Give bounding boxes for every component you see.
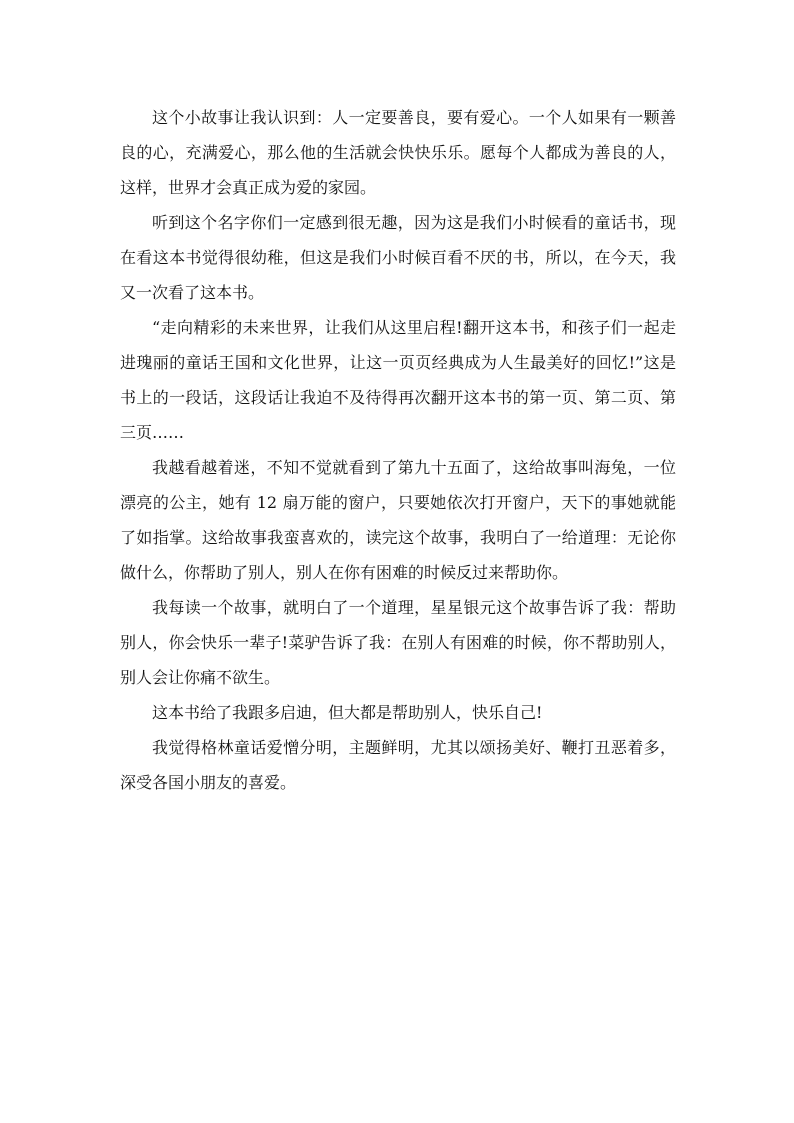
paragraph-6: 这本书给了我跟多启迪，但大都是帮助别人，快乐自己!	[152, 703, 543, 722]
paragraph-3: “走向精彩的未来世界，让我们从这里启程!翻开这本书，和孩子们一起走进瑰丽的童话王国和文化世界，让这一页页经典成为人生最美好的回忆!”这是书上的一段话，这段话让我迫不及待得再次翻开这本书的第一页、第二页、第三页……	[120, 318, 676, 442]
paragraph-7: 我觉得格林童话爱憎分明，主题鲜明，尤其以颂扬美好、鞭打丑恶着多，深受各国小朋友的喜爱。	[120, 738, 676, 792]
paragraph-5: 我每读一个故事，就明白了一个道理，星星银元这个故事告诉了我：帮助别人，你会快乐一辈子!菜驴告诉了我：在别人有困难的时候，你不帮助别人，别人会让你痛不欲生。	[120, 598, 676, 687]
paragraph-1: 这个小故事让我认识到：人一定要善良，要有爱心。一个人如果有一颗善良的心，充满爱心，那么他的生活就会快快乐乐。愿每个人都成为善良的人，这样，世界才会真正成为爱的家园。	[120, 108, 676, 197]
paragraph-4: 我越看越着迷，不知不觉就看到了第九十五面了，这给故事叫海兔，一位漂亮的公主，她有 12 扇万能的窗户，只要她依次打开窗户，天下的事她就能了如指掌。这给故事我蛮喜欢的，读完这个故事，我明白了一给道理：无论你做什么，你帮助了别人，别人在你有困难的时候反过来帮助你。	[120, 458, 676, 582]
document-body	[120, 100, 676, 800]
paragraph-2: 听到这个名字你们一定感到很无趣，因为这是我们小时候看的童话书，现在看这本书觉得很幼稚，但这是我们小时候百看不厌的书，所以，在今天，我又一次看了这本书。	[120, 213, 676, 302]
